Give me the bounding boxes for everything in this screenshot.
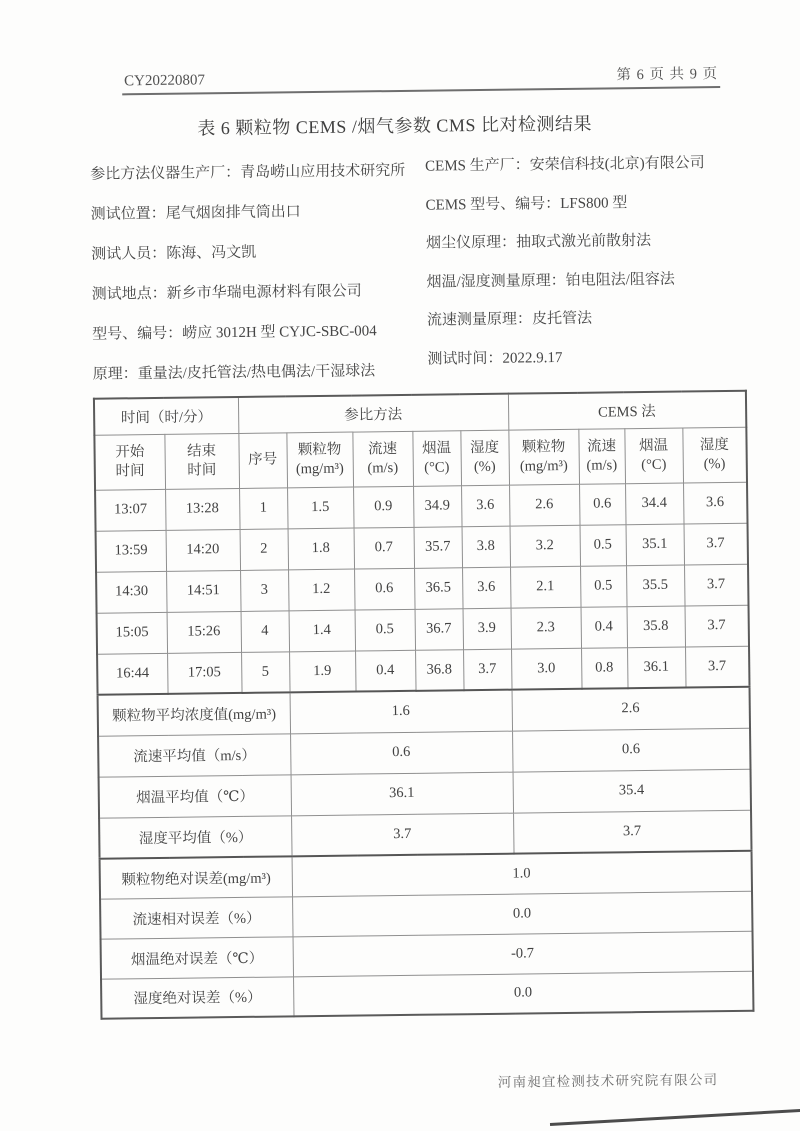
average-ref-value: 0.6 [290,731,512,775]
average-label: 湿度平均值（%） [99,815,291,858]
table-cell: 1.2 [288,569,354,611]
meta-item [426,232,756,252]
col-ref-temp: 烟温 (°C) [412,430,461,486]
group-time: 时间（时/分） [94,397,238,435]
meta-item [427,309,757,329]
meta-item [426,193,756,213]
table-cell: 0.4 [581,606,627,648]
table-cell: 35.7 [414,526,462,568]
average-cems-value: 2.6 [512,687,750,731]
table-cell: 36.1 [627,647,685,689]
error-label: 颗粒物绝对误差(mg/m³) [100,856,292,898]
col-cems-temp: 烟温 (°C) [624,428,683,484]
average-label: 烟温平均值（℃） [99,774,291,817]
meta-label: 原理： [92,366,138,383]
table-cell: 3.7 [684,523,748,565]
table-cell: 13:59 [96,530,166,572]
table-cell: 35.1 [626,524,684,566]
meta-value: 崂应 3012H 型 CYJC-SBC-004 [182,323,377,342]
meta-label: CEMS 生产厂： [425,157,530,175]
table-cell: 13:07 [95,489,165,531]
meta-label: 烟尘仪原理： [425,234,517,252]
document-header [124,62,718,90]
meta-item [427,347,757,367]
group-cems-method: CEMS 法 [508,391,746,430]
page-title: 表 6 颗粒物 CEMS /烟气参数 CMS 比对检测结果 [197,113,593,139]
table-cell: 1.4 [289,610,355,652]
table-cell: 3.6 [683,482,747,524]
meta-value: 皮托管法 [531,310,593,328]
table-cell: 2.1 [510,566,580,608]
meta-label: 测试位置： [90,205,166,223]
group-reference-method: 参比方法 [238,394,508,433]
meta-label: 烟温/湿度测量原理： [426,272,566,291]
col-cems-velocity: 流速 (m/s) [578,428,625,484]
col-start-time: 开始 时间 [94,434,165,490]
table-cell: 0.5 [580,565,626,607]
meta-value: 新乡市华瑞电源材料有限公司 [166,283,362,302]
meta-value: 陈海、冯文凯 [166,244,257,262]
table-sub-header-row [94,427,747,490]
meta-label: 测试人员： [91,245,167,263]
meta-item [92,283,437,303]
table-cell: 2.6 [509,484,579,526]
table-cell: 36.5 [414,567,462,609]
average-cems-value: 0.6 [512,728,750,772]
meta-item [91,243,436,263]
meta-right-column [425,155,758,390]
average-ref-value: 3.7 [291,813,513,857]
table-cell: 36.7 [415,608,463,650]
error-value: 0.0 [292,891,752,937]
table-cell: 3.7 [684,564,748,606]
table-cell: 5 [241,651,289,693]
meta-value: 安荣信科技(北京)有限公司 [529,155,705,174]
meta-item [91,203,436,223]
col-ref-dust: 颗粒物 (mg/m³) [286,432,353,488]
table-cell: 14:20 [166,529,240,571]
col-ref-humidity: 湿度 (%) [460,430,509,486]
error-value: -0.7 [293,931,753,977]
error-value: 0.0 [293,971,753,1017]
error-label: 烟温绝对误差（℃） [101,936,293,978]
meta-item [93,363,438,383]
table-cell: 0.5 [355,609,415,651]
table-cell: 0.4 [355,650,415,692]
col-end-time: 结束 时间 [164,433,239,489]
table-cell: 35.8 [627,606,685,648]
average-label: 流速平均值（m/s） [98,733,290,776]
col-ref-velocity: 流速 (m/s) [352,431,413,487]
table-cell: 0.8 [581,647,627,689]
table-cell: 3.8 [462,526,511,568]
table-cell: 13:28 [165,488,239,530]
table-cell: 2 [240,528,288,570]
table-cell: 34.9 [413,485,461,527]
meta-left-column [90,163,438,407]
meta-item [425,155,755,175]
table-cell: 1.8 [288,528,354,570]
average-cems-value: 3.7 [513,810,751,854]
meta-label: 参比方法仪器生产厂： [90,164,241,183]
average-ref-value: 1.6 [290,690,512,734]
report-number: CY20220807 [123,72,205,90]
table-cell: 3 [240,569,288,611]
average-ref-value: 36.1 [291,772,513,816]
table-cell: 17:05 [167,652,241,694]
table-cell: 2.3 [511,607,581,649]
meta-value: 抽取式激光前散射法 [515,232,652,251]
col-cems-dust: 颗粒物 (mg/m³) [508,429,579,485]
meta-label: CEMS 型号、编号： [425,195,561,214]
table-cell: 15:05 [97,612,167,654]
meta-item [90,163,435,183]
average-cems-value: 35.4 [513,769,751,813]
meta-value: 尾气烟囱排气筒出口 [165,204,301,222]
table-cell: 3.7 [685,646,749,688]
table-cell: 3.7 [463,649,512,691]
table-cell: 1.5 [287,487,353,529]
table-cell: 3.7 [685,605,749,647]
meta-label: 测试时间： [427,350,503,368]
error-row [101,971,753,1019]
table-cell: 3.0 [511,648,581,690]
table-cell: 1 [239,487,287,529]
table-cell: 16:44 [97,653,167,695]
error-value: 1.0 [292,851,752,897]
meta-value: 2022.9.17 [502,349,563,367]
average-label: 颗粒物平均浓度值(mg/m³) [98,692,290,735]
meta-item [426,270,756,290]
page-indicator: 第 6 页 共 9 页 [616,66,719,84]
table-cell: 14:51 [166,570,240,612]
table-cell: 35.5 [626,565,684,607]
table-cell: 0.6 [354,568,414,610]
meta-label: 型号、编号： [92,325,183,343]
meta-value: 铂电阻法/阻容法 [565,271,675,289]
meta-value: 重量法/皮托管法/热电偶法/干湿球法 [137,363,376,383]
meta-item [92,323,437,343]
results-table [93,390,755,1020]
table-cell: 3.9 [463,608,512,650]
table-cell: 34.4 [625,483,683,525]
table-cell: 3.6 [462,567,511,609]
col-seq: 序号 [238,432,287,488]
meta-label: 测试地点： [91,285,167,303]
error-label: 流速相对误差（%） [100,896,292,938]
table-cell: 4 [241,610,289,652]
table-cell: 0.5 [580,524,626,566]
table-cell: 3.2 [510,525,580,567]
col-cems-humidity: 湿度 (%) [682,427,747,483]
table-cell: 15:26 [167,611,241,653]
meta-value: LFS800 型 [560,194,628,212]
table-cell: 36.8 [415,649,463,691]
company-name: 河南昶宜检测技术研究院有限公司 [497,1072,719,1090]
meta-label: 流速测量原理： [426,311,533,329]
table-cell: 0.9 [353,486,413,528]
table-cell: 3.6 [461,485,510,527]
table-cell: 14:30 [96,571,166,613]
error-label: 湿度绝对误差（%） [101,976,293,1018]
table-cell: 0.6 [579,483,625,525]
table-cell: 1.9 [289,651,355,693]
table-cell: 0.7 [354,527,414,569]
meta-value: 青岛崂山应用技术研究所 [240,162,406,181]
